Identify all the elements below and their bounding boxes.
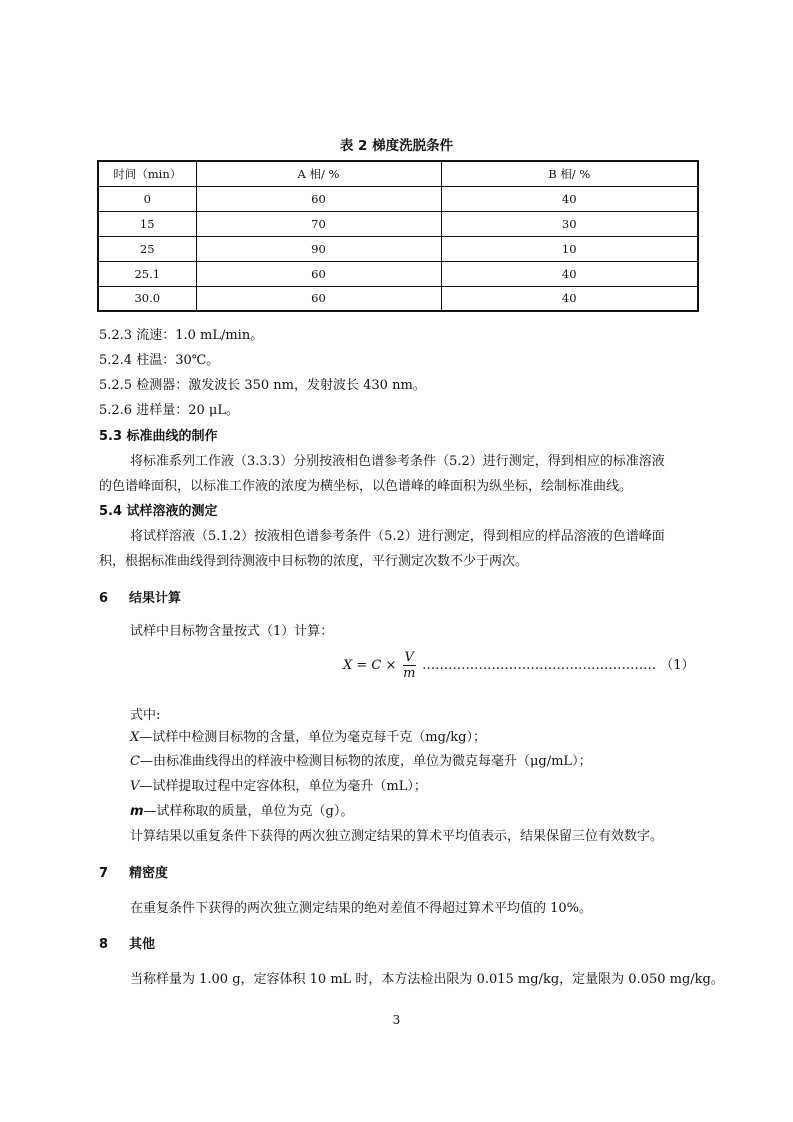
section-6-heading <box>99 587 181 606</box>
section-title: 其他 <box>129 937 156 952</box>
formula-numerator: V <box>404 650 414 665</box>
section-5-4-heading: 5.4 试样溶液的测定 <box>99 504 218 519</box>
cell-time: 0 <box>98 186 196 211</box>
page-number: 3 <box>392 1013 401 1027</box>
cell-time: 25 <box>98 236 196 261</box>
detector-line: 5.2.5 检测器：激发波长 350 nm，发射波长 430 nm。 <box>99 378 426 393</box>
variable-description: —试样中检测目标物的含量，单位为毫克每千克（mg/kg）； <box>139 730 486 745</box>
section-title: 结果计算 <box>129 591 182 606</box>
table-title: 表 2 梯度洗脱条件 <box>339 138 454 154</box>
table-header-row <box>98 161 698 186</box>
section-number: 8 <box>99 937 109 952</box>
table-row <box>98 211 698 236</box>
section-5-3-heading: 5.3 标准曲线的制作 <box>99 429 218 444</box>
variable-definition <box>130 800 353 819</box>
variable-description: —试样称取的质量，单位为克（g）。 <box>143 804 354 819</box>
section-5-3-para-line1: 将标准系列工作液（3.3.3）分别按液相色谱参考条件（5.2）进行测定，得到相应的标准溶液 <box>130 454 665 469</box>
section-5-4-para-line2: 积，根据标准曲线得到待测液中目标物的浓度，平行测定次数不少于两次。 <box>99 554 529 569</box>
cell-phase-a: 60 <box>196 286 441 311</box>
variable-description: —试样提取过程中定容体积，单位为毫升（mL）； <box>139 779 427 794</box>
formula-left: X = C × <box>343 658 397 673</box>
cell-time: 25.1 <box>98 261 196 286</box>
section-number: 6 <box>99 591 109 606</box>
table-row <box>98 261 698 286</box>
cell-phase-b: 30 <box>441 211 698 236</box>
column-temp-line: 5.2.4 柱温：30℃。 <box>99 353 220 368</box>
section-5-4-para-line1: 将试样溶液（5.1.2）按液相色谱参考条件（5.2）进行测定，得到相应的样品溶液的色谱峰面 <box>130 529 665 544</box>
cell-phase-b: 40 <box>441 261 698 286</box>
cell-phase-a: 60 <box>196 186 441 211</box>
table-row <box>98 286 698 311</box>
variable-definition <box>130 775 427 794</box>
header-time: 时间（min） <box>98 161 196 186</box>
cell-time: 15 <box>98 211 196 236</box>
calculation-note: 计算结果以重复条件下获得的两次独立测定结果的算术平均值表示，结果保留三位有效数字。 <box>130 829 664 844</box>
variable-symbol: C <box>130 754 140 769</box>
section-8-heading <box>99 933 155 952</box>
section-7-heading <box>99 862 168 881</box>
formula-denominator: m <box>403 666 416 681</box>
table-row <box>98 186 698 211</box>
variable-symbol: X <box>130 730 140 745</box>
header-phase-b: B 相/ % <box>441 161 698 186</box>
formula-intro: 试样中目标物含量按式（1）计算： <box>130 624 334 639</box>
formula-1 <box>343 650 694 681</box>
variable-definition <box>130 726 486 745</box>
variable-description: —由标准曲线得出的样液中检测目标物的浓度，单位为微克每毫升（μg/mL）； <box>139 754 592 769</box>
cell-phase-a: 60 <box>196 261 441 286</box>
cell-time: 30.0 <box>98 286 196 311</box>
precision-text: 在重复条件下获得的两次独立测定结果的绝对差值不得超过算术平均值的 10%。 <box>130 901 593 916</box>
section-5-3-para-line2: 的色谱峰面积，以标准工作液的浓度为横坐标，以色谱峰的峰面积为纵坐标，绘制标准曲线。 <box>99 479 633 494</box>
cell-phase-b: 10 <box>441 236 698 261</box>
formula-label: （1） <box>660 658 695 673</box>
section-number: 7 <box>99 866 109 881</box>
cell-phase-b: 40 <box>441 186 698 211</box>
formula-dots: ……………………………………………… <box>422 658 657 673</box>
other-text: 当称样量为 1.00 g，定容体积 10 mL 时，本方法检出限为 0.015 mg/kg，定量限为 0.050 mg/kg。 <box>130 972 724 987</box>
where-label: 式中: <box>130 708 161 723</box>
section-title: 精密度 <box>129 866 169 881</box>
variable-symbol: m <box>130 804 144 819</box>
cell-phase-b: 40 <box>441 286 698 311</box>
cell-phase-a: 70 <box>196 211 441 236</box>
table-row <box>98 236 698 261</box>
cell-phase-a: 90 <box>196 236 441 261</box>
gradient-table <box>97 160 699 312</box>
injection-volume-line: 5.2.6 进样量：20 μL。 <box>99 403 239 418</box>
header-phase-a: A 相/ % <box>196 161 441 186</box>
variable-symbol: V <box>130 779 140 794</box>
variable-definition <box>130 750 592 769</box>
formula-fraction <box>403 650 416 681</box>
flow-rate-line: 5.2.3 流速：1.0 mL/min。 <box>99 328 264 343</box>
